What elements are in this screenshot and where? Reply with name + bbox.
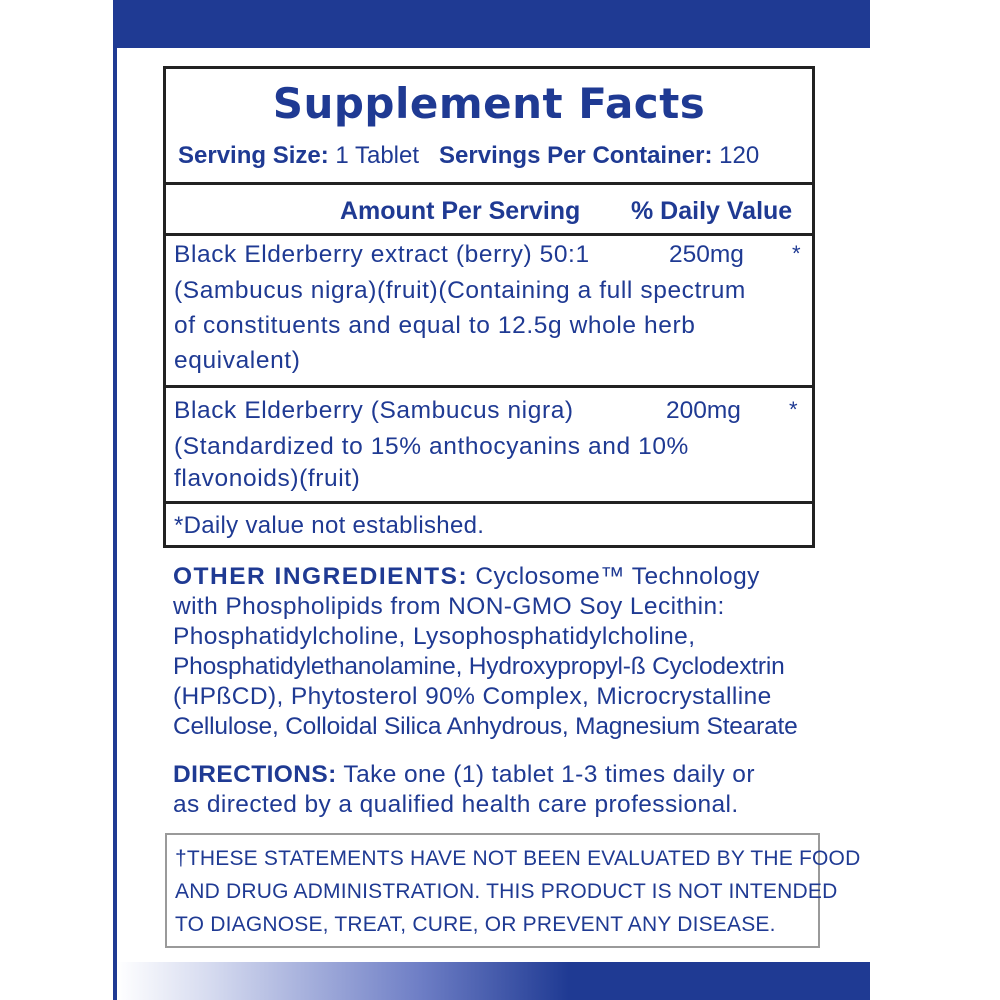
- panel-title: Supplement Facts: [272, 79, 706, 128]
- ingredient-detail: of constituents and equal to 12.5g whole herb: [174, 312, 696, 339]
- disclaimer-line: TO DIAGNOSE, TREAT, CURE, OR PREVENT ANY DISEASE.: [175, 913, 776, 936]
- fda-disclaimer-box: [165, 833, 861, 948]
- disclaimer-line: AND DRUG ADMINISTRATION. THIS PRODUCT IS NOT INTENDED: [175, 880, 838, 903]
- serving-size-value: 1 Tablet: [335, 142, 420, 169]
- divider: [166, 385, 812, 388]
- bottom-color-band: [117, 962, 870, 1000]
- other-ingredients-text: (HPßCD), Phytosterol 90% Complex, Microcrystalline: [173, 683, 772, 710]
- divider: [166, 182, 812, 185]
- left-color-stripe: [113, 48, 117, 1000]
- ingredient-detail: (Sambucus nigra)(fruit)(Containing a full spectrum: [174, 277, 746, 304]
- other-ingredients-label: OTHER INGREDIENTS:: [173, 563, 469, 590]
- other-ingredients-text: with Phospholipids from NON-GMO Soy Lecithin:: [173, 593, 725, 620]
- disclaimer-line: †THESE STATEMENTS HAVE NOT BEEN EVALUATED BY THE FOOD: [175, 847, 861, 870]
- ingredient-amount: 200mg: [666, 397, 741, 424]
- top-color-band: [113, 0, 870, 48]
- supplement-facts-panel: [163, 66, 815, 548]
- serving-size-label: Serving Size:: [178, 142, 329, 169]
- ingredient-detail: flavonoids)(fruit): [174, 465, 361, 492]
- other-ingredients-text: Cellulose, Colloidal Silica Anhydrous, Magnesium Stearate: [173, 713, 798, 740]
- ingredient-name: Black Elderberry extract (berry) 50:1: [174, 241, 590, 268]
- ingredient-name: Black Elderberry (Sambucus nigra): [174, 397, 574, 424]
- amount-per-serving-header: Amount Per Serving: [340, 197, 581, 225]
- daily-value-footnote: *Daily value not established.: [174, 512, 485, 539]
- directions-text: Take one (1) tablet 1-3 times daily or: [336, 761, 755, 788]
- directions-text: as directed by a qualified health care professional.: [173, 791, 739, 818]
- ingredient-detail: equivalent): [174, 347, 301, 374]
- servings-per-container-label: Servings Per Container:: [439, 142, 713, 169]
- other-ingredients-text: Cyclosome™ Technology: [468, 563, 760, 590]
- directions: [173, 760, 823, 820]
- servings-per-container-value: 120: [719, 142, 760, 169]
- ingredient-detail: (Standardized to 15% anthocyanins and 10%: [174, 433, 689, 460]
- other-ingredients-text: Phosphatidylethanolamine, Hydroxypropyl-ß Cyclodextrin: [173, 653, 785, 680]
- daily-value-header: % Daily Value: [631, 197, 793, 225]
- ingredient-daily-value: *: [789, 397, 798, 422]
- directions-label: DIRECTIONS:: [173, 761, 337, 788]
- divider: [166, 501, 812, 504]
- other-ingredients-text: Phosphatidylcholine, Lysophosphatidylcholine,: [173, 623, 696, 650]
- serving-info: [178, 142, 759, 170]
- ingredient-amount: 250mg: [669, 241, 744, 268]
- ingredient-daily-value: *: [792, 241, 801, 266]
- other-ingredients: [173, 562, 823, 742]
- divider: [166, 233, 812, 236]
